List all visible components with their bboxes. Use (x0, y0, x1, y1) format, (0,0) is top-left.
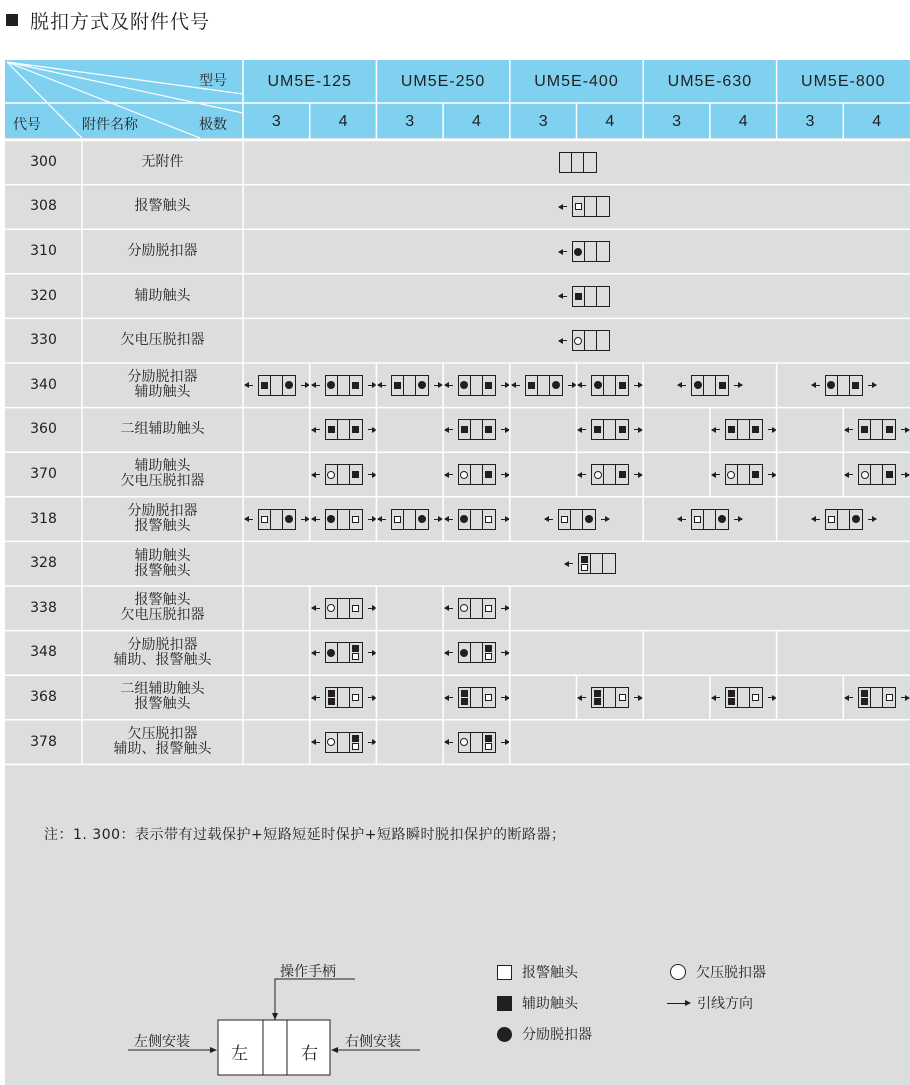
legend-label: 引线方向 (697, 996, 753, 1012)
arrow-icon (667, 1003, 689, 1004)
pole-count-header: 4 (605, 113, 615, 130)
handle-label: 操作手柄 (280, 964, 336, 980)
row-accessory-name: 辅助触头 报警触头 (134, 547, 191, 579)
model-header: UM5E-250 (400, 73, 486, 90)
model-header: UM5E-630 (667, 73, 753, 90)
pole-count-header: 3 (271, 113, 281, 130)
model-header: UM5E-800 (801, 73, 886, 90)
section-title-text: 脱扣方式及附件代号 (30, 10, 211, 33)
right-install-label: 右侧安装 (345, 1034, 401, 1050)
right-side-label: 右 (301, 1044, 318, 1064)
pole-count-header: 3 (405, 113, 415, 130)
black-dot-icon (497, 1027, 512, 1042)
legend-label: 报警触头 (522, 965, 578, 981)
poles-label: 极数 (199, 117, 227, 133)
legend-item (497, 993, 578, 1013)
accessory-label: 附件名称 (82, 117, 138, 133)
legend-label: 辅助触头 (522, 996, 578, 1012)
row-code: 318 (30, 510, 57, 527)
row-code: 300 (30, 153, 57, 170)
legend-label: 欠压脱扣器 (696, 965, 766, 981)
legend-item (667, 993, 753, 1013)
black-square-icon (497, 996, 512, 1011)
row-accessory-name: 报警触头 (134, 198, 191, 215)
pole-count-header: 4 (738, 113, 748, 130)
row-accessory-name: 分励脱扣器 报警触头 (127, 503, 198, 535)
legend-label: 分励脱扣器 (522, 1027, 592, 1043)
row-accessory-name: 分励脱扣器 辅助、报警触头 (113, 636, 212, 668)
row-accessory-name: 报警触头 欠电压脱扣器 (120, 592, 205, 624)
footnote: 注：1. 300：表示带有过载保护+短路短延时保护+短路瞬时脱扣保护的断路器； (44, 827, 566, 843)
left-install-label: 左侧安装 (134, 1034, 190, 1050)
row-code: 348 (30, 644, 57, 661)
row-code: 368 (30, 688, 57, 705)
row-code: 378 (30, 733, 57, 750)
pole-count-header: 3 (538, 113, 548, 130)
code-label: 代号 (13, 117, 41, 133)
row-accessory-name: 欠电压脱扣器 (120, 332, 205, 349)
legend-item (497, 962, 578, 982)
pole-count-header: 4 (872, 113, 882, 130)
white-square-icon (497, 965, 512, 980)
row-accessory-name: 分励脱扣器 (127, 242, 198, 259)
legend-item (670, 962, 766, 982)
row-accessory-name: 二组辅助触头 (120, 421, 205, 438)
pole-count-header: 4 (471, 113, 481, 130)
row-code: 338 (30, 599, 57, 616)
row-code: 370 (30, 465, 57, 482)
legend-item (497, 1024, 592, 1044)
row-accessory-name: 分励脱扣器 辅助触头 (127, 369, 198, 401)
row-code: 340 (30, 376, 57, 393)
open-circle-icon (670, 964, 686, 980)
row-code: 330 (30, 332, 57, 349)
row-code: 360 (30, 421, 57, 438)
pole-count-header: 3 (672, 113, 681, 130)
pole-count-header: 3 (805, 113, 815, 130)
model-header: UM5E-400 (534, 73, 619, 90)
row-accessory-name: 无附件 (141, 153, 184, 170)
row-accessory-name: 辅助触头 (134, 287, 191, 304)
row-code: 308 (30, 198, 57, 215)
row-code: 328 (30, 555, 57, 572)
row-accessory-name: 欠压脱扣器 辅助、报警触头 (113, 726, 212, 758)
model-header: UM5E-125 (267, 73, 352, 90)
row-accessory-name: 辅助触头 欠电压脱扣器 (120, 458, 205, 490)
row-accessory-name: 二组辅助触头 报警触头 (120, 681, 205, 713)
left-side-label: 左 (231, 1044, 248, 1064)
pole-count-header: 4 (338, 113, 348, 130)
row-code: 320 (30, 287, 57, 304)
row-code: 310 (30, 242, 57, 259)
type-label: 型号 (199, 73, 227, 89)
